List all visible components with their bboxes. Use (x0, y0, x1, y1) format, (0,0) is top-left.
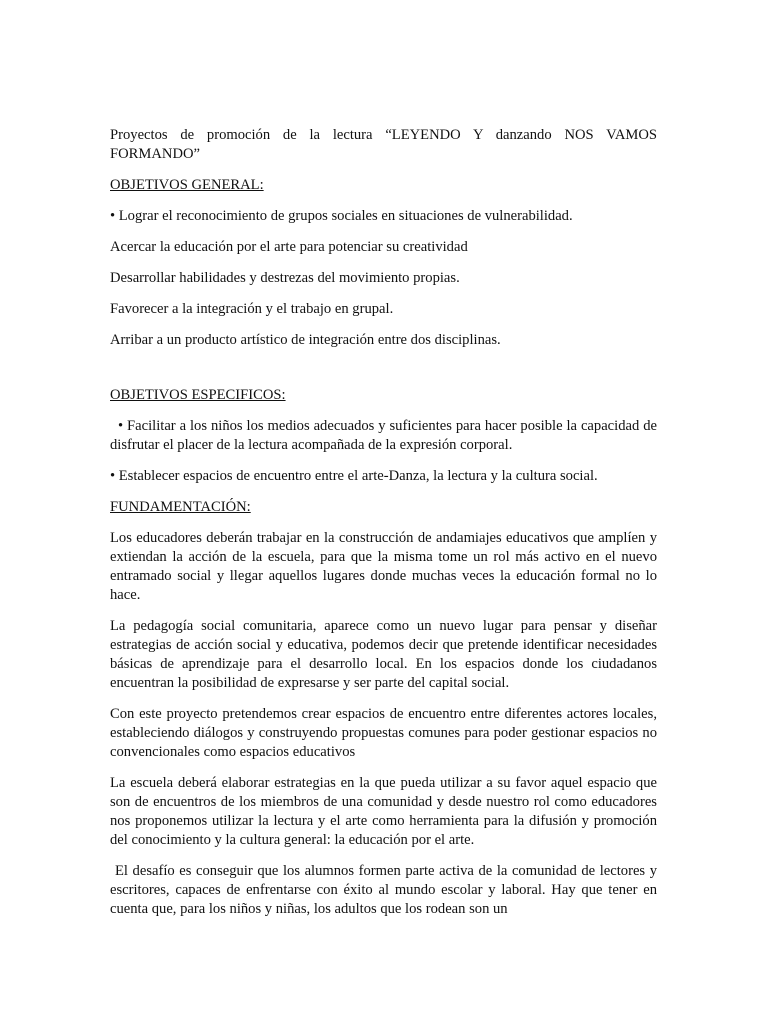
specific-objective-1: • Facilitar a los niños los medios adecuados y suficientes para hacer posible la capacidad de disfrutar el placer de la lectura acompañada de la expresión corporal. (110, 418, 657, 453)
fundamentacion-paragraph-5: El desafío es conseguir que los alumnos formen parte activa de la comunidad de lectores y escritores, capaces de enfrentarse con éxito al mundo escolar y laboral. Hay que tener en cuenta que, para los niños y niñas, los adultos que los rodean son un (110, 863, 657, 917)
general-objective-5: Arribar a un producto artístico de integración entre dos disciplinas. (110, 332, 501, 348)
section-spacer (110, 362, 657, 386)
document-title: Proyectos de promoción de la lectura “LEYENDO Y danzando NOS VAMOS FORMANDO” (110, 127, 657, 162)
general-objective-3: Desarrollar habilidades y destrezas del movimiento propias. (110, 270, 460, 286)
heading-objetivos-general: OBJETIVOS GENERAL: (110, 177, 264, 193)
fundamentacion-paragraph-4: La escuela deberá elaborar estrategias en la que pueda utilizar a su favor aquel espacio que son de encuentros de los miembros de una comunidad y desde nuestro rol como educadores nos proponemos utilizar la lectura y el arte como herramienta para la difusión y promoción del conocimiento y la cultura general: la educación por el arte. (110, 775, 657, 848)
fundamentacion-paragraph-2: La pedagogía social comunitaria, aparece como un nuevo lugar para pensar y diseñar estrategias de acción social y educativa, podemos decir que pretende identificar necesidades básicas de aprendizaje para el desarrollo local. En los espacios donde los ciudadanos encuentran la posibilidad de expresarse y ser parte del capital social. (110, 618, 657, 691)
heading-objetivos-especificos: OBJETIVOS ESPECIFICOS: (110, 387, 286, 403)
specific-objective-2: • Establecer espacios de encuentro entre el arte-Danza, la lectura y la cultura social. (110, 468, 598, 484)
document-page (110, 126, 657, 931)
heading-fundamentacion: FUNDAMENTACIÓN: (110, 499, 251, 515)
fundamentacion-paragraph-3: Con este proyecto pretendemos crear espacios de encuentro entre diferentes actores locales, estableciendo diálogos y construyendo propuestas comunes para poder gestionar espacios no convencionales como espacios educativos (110, 706, 657, 760)
fundamentacion-paragraph-1: Los educadores deberán trabajar en la construcción de andamiajes educativos que amplíen y extiendan la acción de la escuela, para que la misma tome un rol más activo en el nuevo entramado social y llegar aquellos lugares donde muchas veces la educación formal no lo hace. (110, 530, 657, 603)
general-objective-4: Favorecer a la integración y el trabajo en grupal. (110, 301, 394, 317)
general-objective-2: Acercar la educación por el arte para potenciar su creatividad (110, 239, 468, 255)
general-objective-1: • Lograr el reconocimiento de grupos sociales en situaciones de vulnerabilidad. (110, 208, 573, 224)
